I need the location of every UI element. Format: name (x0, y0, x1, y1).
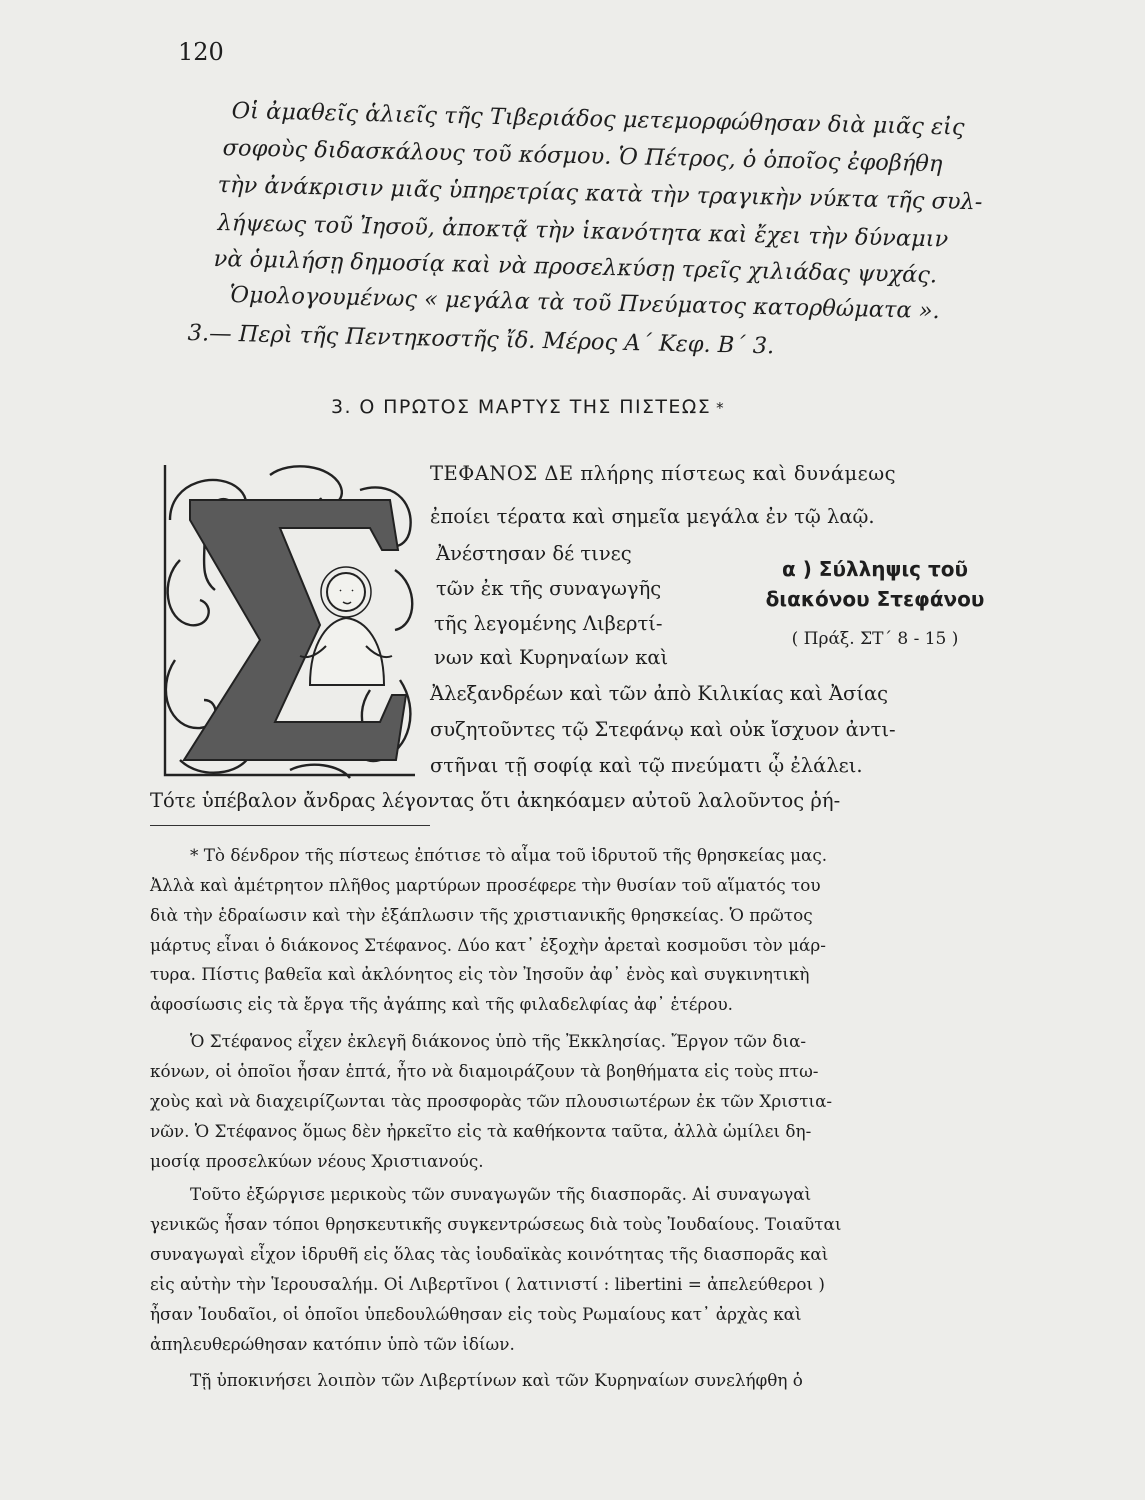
main-line: νων καὶ Κυρηναίων καὶ (434, 646, 669, 669)
footnote-line: μάρτυς εἶναι ὁ διάκονος Στέφανος. Δύο κατ᾽ ἐξοχὴν ἀρεταὶ κοσμοῦσι τὸν μάρ- (150, 935, 826, 955)
intro-line: Ὁμολογουμένως « μεγάλα τὰ τοῦ Πνεύματος κατορθώματα ». (229, 282, 940, 325)
footnote-line: διὰ τὴν ἑδραίωσιν καὶ τὴν ἐξάπλωσιν τῆς χριστιανικῆς θρησκείας. Ὁ πρῶτος (150, 905, 813, 925)
intro-line: λήψεως τοῦ Ἰησοῦ, ἀποκτᾷ τὴν ἱκανότητα καὶ ἔχει τὴν δύναμιν (217, 210, 949, 253)
intro-line: Οἱ ἀμαθεῖς ἁλιεῖς τῆς Τιβεριάδος μετεμορφώθησαν διὰ μιᾶς εἰς (231, 98, 965, 141)
footnote-line: ἦσαν Ἰουδαῖοι, οἱ ὁποῖοι ὑπεδουλώθησαν εἰς τοὺς Ρωμαίους κατ᾽ ἀρχὰς καὶ (150, 1304, 802, 1324)
footnote-line: ἀφοσίωσις εἰς τὰ ἔργα τῆς ἀγάπης καὶ τῆς φιλαδελφίας ἀφ᾽ ἑτέρου. (150, 994, 734, 1014)
intro-line: τὴν ἀνάκρισιν μιᾶς ὑπηρετρίας κατὰ τὴν τραγικὴν νύκτα τῆς συλ- (217, 172, 983, 216)
footnote-line: τυρα. Πίστις βαθεῖα καὶ ἀκλόνητος εἰς τὸν Ἰησοῦν ἀφ᾽ ἑνὸς καὶ συγκινητικὴ (150, 964, 810, 984)
sidebar-reference: ( Πράξ. ΣΤ΄ 8 - 15 ) (791, 629, 959, 649)
footnote-line: Ὁ Στέφανος εἶχεν ἐκλεγῆ διάκονος ὑπὸ τῆς Ἐκκλησίας. Ἔργον τῶν δια- (190, 1031, 807, 1051)
main-line: ἐποίει τέρατα καὶ σημεῖα μεγάλα ἐν τῷ λαῷ. (430, 505, 875, 528)
main-line: ΤΕΦΑΝΟΣ ΔΕ πλήρης πίστεως καὶ δυνάμεως (430, 462, 897, 485)
intro-line: σοφοὺς διδασκάλους τοῦ κόσμου. Ὁ Πέτρος, ὁ ὁποῖος ἐφοβήθη (222, 135, 943, 178)
main-line: στῆναι τῇ σοφίᾳ καὶ τῷ πνεύματι ᾧ ἐλάλει. (430, 754, 863, 777)
main-line: Ἀνέστησαν δέ τινες (436, 542, 632, 565)
main-line: Τότε ὑπέβαλον ἄνδρας λέγοντας ὅτι ἀκηκόαμεν αὐτοῦ λαλοῦντος ῥή- (150, 789, 841, 812)
footnote-line: εἰς αὐτὴν τὴν Ἱερουσαλήμ. Οἱ Λιβερτῖνοι ( λατινιστί : libertini = ἀπελεύθεροι ) (150, 1274, 825, 1294)
footnote-rule (150, 825, 430, 826)
sigma-letter (184, 500, 406, 760)
footnote-line: Τῇ ὑποκινήσει λοιπὸν τῶν Λιβερτίνων καὶ τῶν Κυρηναίων συνελήφθη ὁ (190, 1370, 803, 1390)
footnote-line: γενικῶς ἦσαν τόποι θρησκευτικῆς συγκεντρώσεως διὰ τοὺς Ἰουδαίους. Τοιαῦται (150, 1214, 842, 1234)
main-line: τῆς λεγομένης Λιβερτί- (434, 612, 663, 635)
section-heading (331, 396, 725, 418)
ornamental-drop-cap (160, 460, 420, 780)
footnote-line: * Τὸ δένδρον τῆς πίστεως ἐπότισε τὸ αἷμα τοῦ ἱδρυτοῦ τῆς θρησκείας μας. (190, 845, 828, 865)
main-line: συζητοῦντες τῷ Στεφάνῳ καὶ οὐκ ἴσχυον ἀντι- (430, 718, 896, 741)
section-heading-text: 3. Ο ΠΡΩΤΟΣ ΜΑΡΤΥΣ ΤΗΣ ΠΙΣΤΕΩΣ (331, 396, 712, 418)
footnote-line: Ἀλλὰ καὶ ἀμέτρητον πλῆθος μαρτύρων προσέφερε τὴν θυσίαν τοῦ αἵματός του (150, 875, 821, 895)
main-line: τῶν ἐκ τῆς συναγωγῆς (436, 577, 662, 600)
footnote-line: χοὺς καὶ νὰ διαχειρίζωνται τὰς προσφορὰς τῶν πλουσιωτέρων ἐκ τῶν Χριστια- (150, 1091, 833, 1111)
intro-line: νὰ ὁμιλήσῃ δημοσίᾳ καὶ νὰ προσελκύσῃ τρεῖς χιλιάδας ψυχάς. (213, 246, 938, 289)
footnote-line: νῶν. Ὁ Στέφανος ὅμως δὲν ἠρκεῖτο εἰς τὰ καθήκοντα ταῦτα, ἀλλὰ ὡμίλει δη- (150, 1121, 812, 1141)
footnote-line: κόνων, οἱ ὁποῖοι ἦσαν ἑπτά, ἦτο νὰ διαμοιράζουν τὰ βοηθήματα εἰς τοὺς πτω- (150, 1061, 819, 1081)
page-number: 120 (178, 38, 224, 66)
sidebar-title-line: α ) Σύλληψις τοῦ (781, 557, 969, 581)
sidebar-title-line: διακόνου Στεφάνου (765, 587, 985, 611)
sidebar-title (735, 554, 1015, 654)
main-line: Ἀλεξανδρέων καὶ τῶν ἀπὸ Κιλικίας καὶ Ἀσίας (430, 682, 889, 705)
footnote-line: ἀπηλευθερώθησαν κατόπιν ὑπὸ τῶν ἰδίων. (150, 1334, 515, 1354)
note-3: 3.— Περὶ τῆς Πεντηκοστῆς ἴδ. Μέρος Α΄ Κεφ. Β΄ 3. (187, 320, 775, 360)
footnote-marker: * (716, 399, 726, 417)
footnote-line: συναγωγαὶ εἶχον ἱδρυθῆ εἰς ὅλας τὰς ἰουδαϊκὰς κοινότητας τῆς διασπορᾶς καὶ (150, 1244, 829, 1264)
footnote-line: μοσίᾳ προσελκύων νέους Χριστιανούς. (150, 1151, 484, 1171)
footnote-line: Τοῦτο ἐξώργισε μερικοὺς τῶν συναγωγῶν τῆς διασπορᾶς. Αἱ συναγωγαὶ (190, 1184, 812, 1204)
